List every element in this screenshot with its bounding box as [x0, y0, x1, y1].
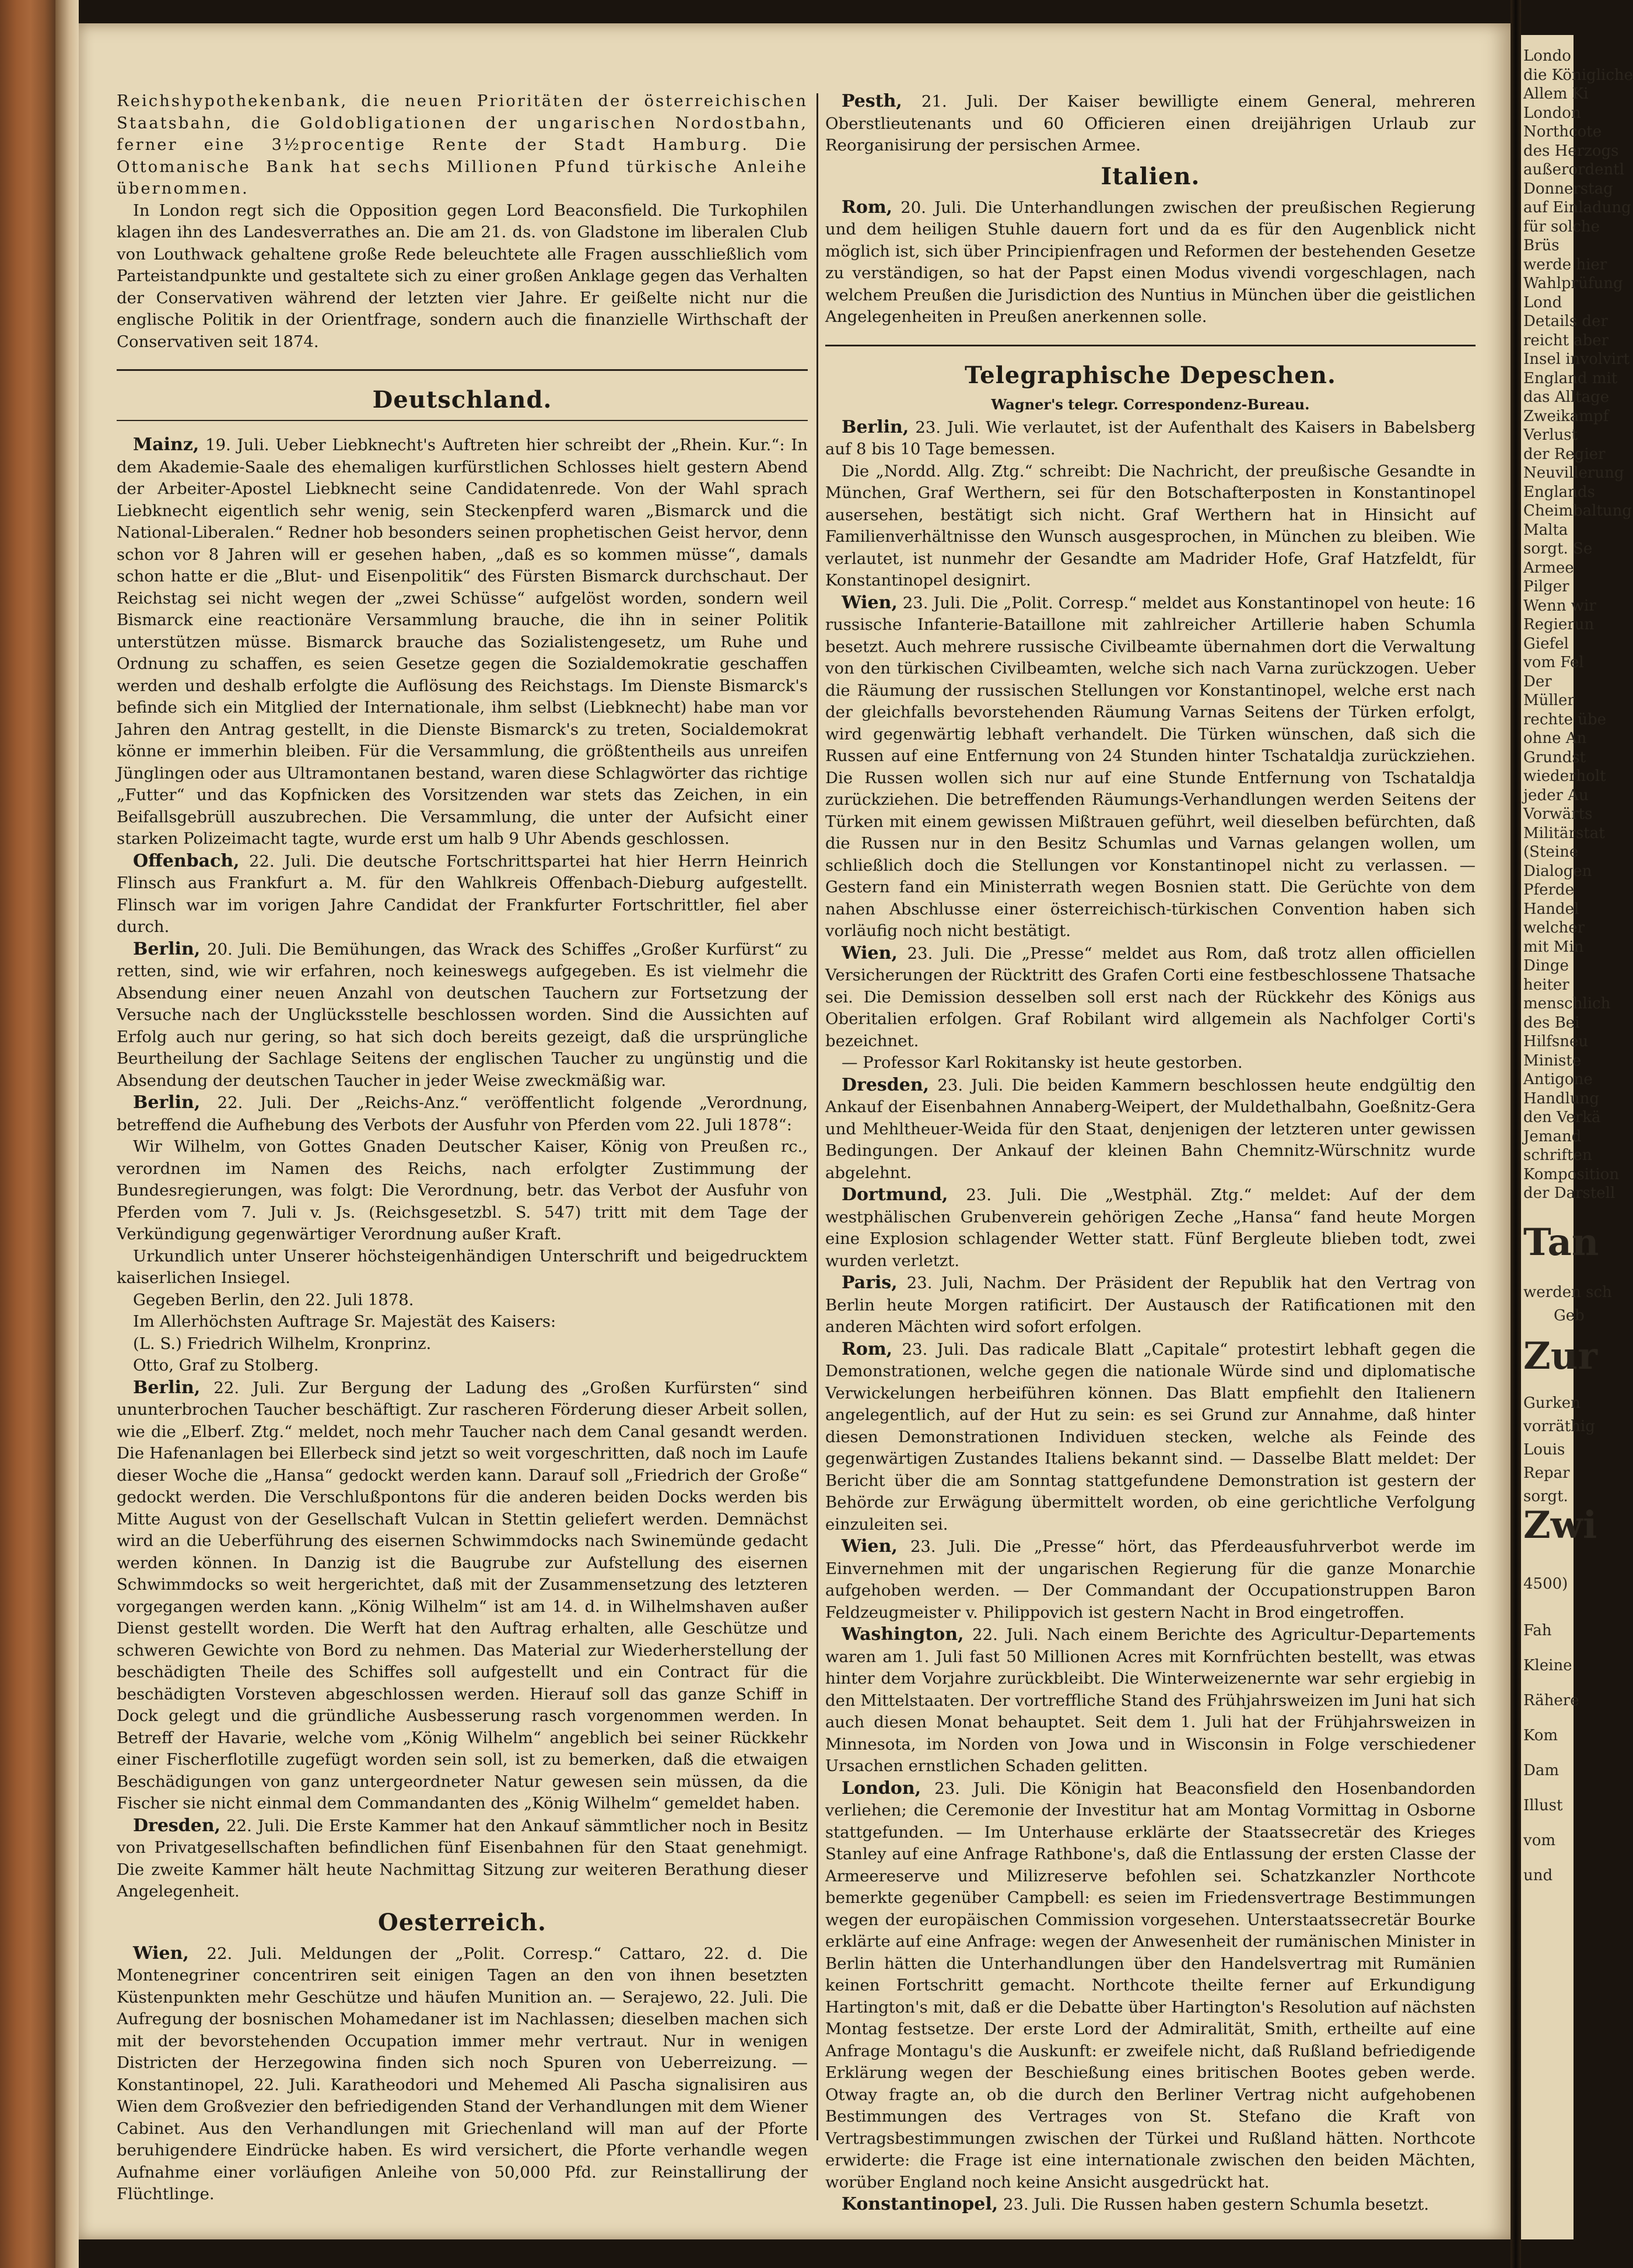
adjacent-text-line: Der: [1523, 672, 1552, 690]
adjacent-text-line: reicht aber: [1523, 331, 1609, 349]
adjacent-text-line: der Regier: [1523, 445, 1606, 463]
adjacent-text-line: schriften: [1523, 1147, 1592, 1164]
telegram-rom: Rom, 23. Juli. Das radicale Blatt „Capitale“ protestirt lebhaft gegen die Demonstrationen, welche gegen die nationale Würde sind und diplomatische Verwickelungen herbeiführen können. Das Blatt empfiehlt den Italienern angelegentlich, auf der Hut zu sein: es sei Grund zur Annahme, daß hinter diesen Demonstrationen Individuen stecken, welche als Feinde des gegenwärtigen Zustandes Italiens bekannt sind. — Dasselbe Blatt meldet: Der Bericht über die am Sonntag stattgefundene Demonstration ist gestern der Behörde zur Erwägung übermittelt worden, ob eine gerichtliche Verfolgung einzuleiten sei.: [825, 1338, 1476, 1534]
decree-text: Wir Wilhelm, von Gottes Gnaden Deutscher Kaiser, König von Preußen rc., verordnen im Namen des Reichs, nach erfolgter Zustimmung der Bundesregierungen, was folgt: Die Verordnung, betr. das Verbot der Ausfuhr von Pferden vom 7. Juli v. Js. (Reichsgesetzbl. S. 547) tritt mit dem Tage der Verkündigung gegenwärtiger Verordnung außer Kraft.: [117, 1137, 808, 1243]
telegram-paris: Paris, 23. Juli, Nachm. Der Präsident der Republik hat den Vertrag von Berlin heute Morgen ratificirt. Der Austausch der Ratificationen mit den anderen Mächten wird sofort erfolgen.: [825, 1273, 1476, 1336]
adjacent-text-line: Neuvillerung: [1523, 464, 1624, 482]
adjacent-text-line: außerordentl: [1523, 161, 1625, 178]
decree-signature-1: Im Allerhöchsten Auftrage Sr. Majestät des Kaisers:: [133, 1312, 556, 1331]
article-berlin-wreck: Berlin, 20. Juli. Die Bemühungen, das Wrack des Schiffes „Großer Kurfürst“ zu retten, sind, wie wir erfahren, noch keineswegs aufgegeben. Es ist vielmehr die Absendung einer neuen Anzahl von deutschen Tauchern zur Fortsetzung der Versuche nach der Unglücksstelle beschlossen worden. Sind die Aussichten auf Erfolg auch nur gering, so hat sich doch bereits gezeigt, daß die ursprüngliche Beurtheilung der Sachlage Seitens der englischen Taucher zu ungünstig und die Absendung der deutschen Taucher in jeder Weise zweckmäßig war.: [117, 938, 808, 1090]
adjacent-heading-3: Zwi: [1523, 1503, 1597, 1547]
book-binding: [0, 0, 55, 2268]
decree-date: Gegeben Berlin, den 22. Juli 1878.: [133, 1290, 414, 1309]
article-pesth: Pesth, 21. Juli. Der Kaiser bewilligte einem General, mehreren Oberstlieutenants und 60 Officieren einen dreijährigen Urlaub zur Reorganisirung der persischen Armee.: [825, 91, 1476, 155]
adjacent-text-line: die Königliche: [1523, 66, 1633, 84]
adjacent-text-line: Brüs: [1523, 237, 1560, 254]
adjacent-text-line: (Steine: [1523, 843, 1579, 861]
adjacent-text-line: vom: [1523, 1832, 1555, 1849]
adjacent-text-line: Dialogen: [1523, 862, 1592, 880]
telegram-berlin: Berlin, 23. Juli. Wie verlautet, ist der Aufenthalt des Kaisers in Babelsberg auf 8 bis 10 Tage bemessen.: [825, 416, 1476, 458]
adjacent-text-line: sorgt. Se: [1523, 540, 1593, 558]
adjacent-text-line: Louis: [1523, 1441, 1565, 1459]
adjacent-text-line: Jemand: [1523, 1127, 1582, 1145]
adjacent-heading-1: Tan: [1523, 1221, 1599, 1264]
adjacent-text-line: Gurken: [1523, 1394, 1581, 1412]
adjacent-text-line: Ministe: [1523, 1051, 1582, 1070]
decree-signature-2: (L. S.) Friedrich Wilhelm, Kronprinz.: [133, 1334, 432, 1353]
adjacent-text-line: Malta: [1523, 521, 1568, 539]
adjacent-text-line: Handlung: [1523, 1089, 1600, 1107]
telegram-dortmund: Dortmund, 23. Juli. Die „Westphäl. Ztg.“ meldet: Auf der dem westphälischen Grubenverein gehörigen Zeche „Hansa“ fand heute Morgen eine Explosion schlagender Wetter statt. Fünf Bergleute blieben todt, zwei wurden verletzt.: [825, 1184, 1476, 1270]
left-column: [117, 90, 808, 2206]
adjacent-text-line: das Alltage: [1523, 388, 1610, 406]
adjacent-text: werden sch: [1523, 1284, 1612, 1301]
adjacent-text-line: Northcote: [1523, 123, 1602, 141]
adjacent-text-line: Zweikampf: [1523, 407, 1609, 425]
adjacent-text-line: Cheimbaltung: [1523, 502, 1632, 520]
adjacent-text-line: vorräthig: [1523, 1418, 1595, 1435]
telegram-rokitansky: — Professor Karl Rokitansky ist heute gestorben.: [842, 1053, 1243, 1072]
adjacent-text-line: rechte übe: [1523, 710, 1606, 728]
adjacent-text-line: jeder Au: [1523, 786, 1589, 804]
adjacent-text-line: Details der: [1523, 313, 1608, 330]
telegram-wien-3: Wien, 23. Juli. Die „Presse“ hört, das Pferdeausfuhrverbot werde im Einvernehmen mit der ungarischen Regierung für die ganze Monarchie aufgehoben werden. — Der Commandant der Occupationstruppen Baron Feldzeugmeister v. Philippovich ist gestern Nacht in Brod eingetroffen.: [825, 1536, 1476, 1622]
adjacent-text-line: für solche: [1523, 218, 1600, 236]
adjacent-text: Geb: [1554, 1307, 1585, 1324]
telegraph-subheading: Wagner's telegr. Correspondenz-Bureau.: [991, 395, 1310, 413]
adjacent-text-line: und: [1523, 1867, 1553, 1884]
adjacent-text-line: Rähere: [1523, 1692, 1579, 1709]
adjacent-text-line: Vorwärts: [1523, 805, 1593, 823]
adjacent-text-line: ohne An: [1523, 730, 1587, 747]
adjacent-text-line: Englands: [1523, 483, 1595, 501]
adjacent-text-line: des Herzogs: [1523, 142, 1619, 160]
adjacent-text-line: Dam: [1523, 1762, 1560, 1779]
section-heading-deutschland: Deutschland.: [372, 386, 552, 413]
article-dresden: Dresden, 22. Juli. Die Erste Kammer hat den Ankauf sämmtlicher noch in Besitz von Privatgesellschaften befindlichen fünf Eisenbahnen für den Staat genehmigt. Die zweite Kammer hält heute Nachmittag Sitzung zur weiteren Berathung dieser Angelegenheit.: [117, 1815, 808, 1901]
intro-paragraph-1: Reichshypothekenbank, die neuen Prioritäten der österreichischen Staatsbahn, die Goldobligationen der ungarischen Nordostbahn, ferner eine 3½procentige Rente der Stadt Hamburg. Die Ottomanische Bank hat sechs Millionen Pfund türkische Anleihe übernommen.: [117, 92, 808, 198]
adjacent-text-line: Londo: [1523, 47, 1571, 65]
adjacent-text-line: Kom: [1523, 1727, 1558, 1744]
adjacent-text-line: Hilfsneu: [1523, 1033, 1589, 1050]
adjacent-text-line: den Verkä: [1523, 1109, 1601, 1126]
adjacent-text-line: Pferde: [1523, 881, 1574, 899]
adjacent-text-line: Giefel: [1523, 635, 1569, 653]
article-berlin-ship: Berlin, 22. Juli. Zur Bergung der Ladung des „Großen Kurfürsten“ sind ununterbrochen Taucher beschäftigt. Zur rascheren Förderung dieser Arbeit sollen, wie die „Elberf. Ztg.“ meldet, noch mehr Taucher nach dem Canal gesandt werden. Die Hafenanlagen bei Ellerbeck sind jetzt so weit vorgeschritten, daß noch im Laufe dieser Woche die „Hansa“ gedockt werden kann. Darauf soll „Friedrich der Große“ gedockt werden. Die Verschlußpontons für die anderen beiden Docks werden bis Mitte August von der Gesellschaft Vulcan in Stettin geliefert werden. Demnächst wird an die Ueberführung des eisernen Schwimmdocks nach Swinemünde gedacht werden können. In Danzig ist die Baugrube zur Aufstellung des eisernen Schwimmdocks so weit hergerichtet, daß mit der Zusammensetzung des letzteren vorgegangen werden kann. „König Wilhelm“ ist am 14. d. in Wilhelmshaven außer Dienst gestellt worden. Die Werft hat den Auftrag erhalten, alle Geschütze und schweren Gewichte von Bord zu nehmen. Das Material zur Wiederherstellung der beschädigten Theile des Schiffes soll aufgestellt und ein Contract für die beschädigten Vorsteven abgeschlossen werden. Hierauf soll das ganze Schiff in Dock gelegt und die gründliche Ausbesserung rasch vorgenommen werden. In Betreff der Havarie, welche vom „König Wilhelm“ angeblich bei seiner Rückkehr einer Fischerflotille zugefügt worden sein soll, ist zu bemerken, daß die etwaigen Beschädigungen von ganz untergeordneter Natur gewesen sein müssen, da die Fischer sie nicht einmal dem Commandanten des „König Wilhelm“ gemeldet haben.: [117, 1377, 808, 1813]
adjacent-text-line: Armee: [1523, 559, 1574, 577]
adjacent-text-line: Illust: [1523, 1797, 1563, 1814]
adjacent-text-line: Militärstat: [1523, 824, 1605, 842]
adjacent-text: 4500): [1523, 1575, 1568, 1593]
article-mainz: Mainz, 19. Juli. Ueber Liebknecht's Auftreten hier schreibt der „Rhein. Kur.“: In dem Akademie-Saale des ehemaligen kurfürstlichen Schlosses hielt gestern Abend der Arbeiter-Apostel Liebknecht seine Candidatenrede. Von der Wahl sprach Liebknecht eigentlich sehr wenig, sein Steckenpferd waren „Bismarck und die National-Liberalen.“ Redner hob besonders seinen prophetischen Geist hervor, denn schon vor 8 Jahren will er gesehen haben, „daß es so kommen müsse“, damals schon hatte er die „Blut- und Eisenpolitik“ des Fürsten Bismarck durchschaut. Der Reichstag sei nicht wegen der „zwei Schüsse“ aufgelöst worden, sondern weil Bismarck eine reactionäre Versammlung brauche, die ihn in seiner Politik unterstützen müsse. Bismarck brauche das Sozialistengesetz, um Ruhe und Ordnung zu schaffen, es seien Gesetze gegen die Sozialdemokratie geschaffen werden und deshalb erfolgte die Auflösung des Reichstags. Im Dienste Bismarck's befinde sich ein Mitglied der Internationale, ihm selbst (Liebknecht) habe man vor Jahren den Antrag gestellt, in die Dienste Bismarck's zu treten, Socialdemokrat könne er immerhin bleiben. Für die Versammlung, die größtentheils aus unreifen Jünglingen oder aus Ultramontanen bestand, waren diese Schlagwörter das richtige „Futter“ und das Kopfnicken des Vorsitzenden war stets das Zeichen, in ein Beifallsgebrüll auszubrechen. Die Versammlung, die unter der Aufsicht einer starken Polizeimacht tagte, wurde erst um halb 9 Uhr Abends geschlossen.: [117, 434, 808, 848]
adjacent-text-line: mit Min: [1523, 938, 1584, 956]
adjacent-text-line: Komposition: [1523, 1165, 1620, 1183]
adjacent-text-line: England mit: [1523, 369, 1618, 387]
adjacent-text-line: sorgt.: [1523, 1488, 1568, 1505]
decree-signature-3: Otto, Graf zu Stolberg.: [133, 1356, 319, 1375]
adjacent-text-line: Antigone: [1523, 1071, 1593, 1088]
adjacent-text-line: heiter: [1523, 976, 1569, 994]
section-heading-telegraph: Telegraphische Depeschen.: [965, 361, 1336, 389]
page-edge: [55, 0, 79, 2268]
telegram-washington: Washington, 22. Juli. Nach einem Berichte des Agricultur-Departements waren am 1. Juli fast 50 Millionen Acres mit Kornfrüchten bestellt, was etwas hinter dem Vorjahre zurückbleibt. Die Winterweizenernte war sehr ergiebig in den Mittelstaaten. Der vortreffliche Stand des Frühjahrsweizen im Juni hat sich auch diesen Monat behauptet. Seit dem 1. Juli hat der Frühjahrsweizen in Minnesota, im Norden von Jowa und in Wisconsin in Folge verschiedener Ursachen ernstlichen Schaden gelitten.: [825, 1624, 1476, 1775]
section-heading-italien: Italien.: [1101, 162, 1200, 190]
adjacent-text-line: Donnerstag: [1523, 180, 1613, 198]
column-divider: [816, 93, 818, 2140]
adjacent-text-line: Wahlprüfung: [1523, 275, 1623, 292]
telegram-konstantinopel: Konstantinopel, 23. Juli. Die Russen haben gestern Schumla besetzt.: [842, 2194, 1429, 2214]
adjacent-text-line: Allem Ki: [1523, 85, 1589, 103]
adjacent-text-line: Regierun: [1523, 616, 1595, 633]
adjacent-text-line: Kleine: [1523, 1657, 1572, 1674]
telegram-dresden: Dresden, 23. Juli. Die beiden Kammern beschlossen heute endgültig den Ankauf der Eisenbahnen Annaberg-Weipert, der Muldethalbahn, Goeßnitz-Gera und Mehltheuer-Weida für den Staat, denjenigen der letzteren unter gewissen Bedingungen. Der Ankauf der kleinen Bahn Chemnitz-Würschnitz wurde abgelehnt.: [825, 1074, 1476, 1182]
heading-rule: [117, 420, 808, 421]
telegram-london: London, 23. Juli. Die Königin hat Beaconsfield den Hosenbandorden verliehen; die Ceremonie der Investitur hat am Montag Vormittag in Osborne stattgefunden. — Im Unterhause erklärte der Staatssecretär des Krieges Stanley auf eine Anfrage Rathbone's, daß die Entlassung der ersten Classe der Armeereserve und Milizreserve befohlen sei. Schatzkanzler Northcote bemerkte gegenüber Campbell: es seien im Friedensvertrage Bestimmungen wegen der europäischen Commission vorgesehen. Unterstaatssecretär Bourke erklärte auf eine Anfrage: wegen der Anwesenheit der rumänischen Minister in Berlin hätten die Unterhandlungen über den Handelsvertrag mit Rumänien keinen Fortschritt gemacht. Northcote theilte ferner auf Erkundigung Hartington's mit, daß er die Debatte über Hartington's Resolution auf nächsten Montag festsetze. Der erste Lord der Admiralität, Smith, ertheilte auf eine Anfrage Montagu's die Auskunft: er zweifele nicht, daß Rußland befriedigende Erklärung wegen der Beschießung eines britischen Bootes geben werde. Otway fragte an, ob die durch den Berliner Vertrag nicht aufgehobenen Bestimmungen des Vertrages von St. Stefano die Kraft von Vertragsbestimmungen zwischen der Türkei und Rußland hätten. Northcote erwiderte: die Frage ist eine internationale zwischen den beiden Mächten, worüber England noch keine Ansicht ausgedrückt hat.: [825, 1778, 1476, 2192]
adjacent-page-fragment: [1521, 35, 1633, 2239]
article-berlin-decree: Berlin, 22. Juli. Der „Reichs-Anz.“ veröffentlicht folgende „Verordnung, betreffend die Aufhebung des Verbots der Ausfuhr von Pferden vom 22. Juli 1878“:: [117, 1092, 808, 1134]
adjacent-text-line: des Bei: [1523, 1014, 1580, 1032]
adjacent-text-line: menschlich: [1523, 995, 1611, 1012]
adjacent-text-line: der Darstell: [1523, 1184, 1616, 1202]
adjacent-text-line: Repar: [1523, 1464, 1570, 1482]
adjacent-text-line: Pilger: [1523, 578, 1569, 595]
adjacent-text-line: Lond: [1523, 293, 1562, 311]
article-wien: Wien, 22. Juli. Meldungen der „Polit. Corresp.“ Cattaro, 22. d. Die Montenegriner concentriren seit einigen Tagen an den von ihnen besetzten Küstenpunkten mehr Geschütze und häufen Munition an. — Serajewo, 22. Juli. Die Aufregung der bosnischen Mohamedaner ist im Nachlassen; dieselben machen sich mit der bevorstehenden Occupation immer mehr vertraut. Nur in wenigen Districten der Herzegowina finden sich noch Spuren von Ueberreizung. — Konstantinopel, 22. Juli. Karatheodori und Mehemed Ali Pascha signalisiren aus Wien dem Großvezier den befriedigenden Stand der Verhandlungen mit dem Wiener Cabinet. Aus den Verhandlungen mit Griechenland will man auf der Pforte beruhigendere Eindrücke haben. Es wird versichert, die Pforte verhandle wegen Aufnahme einer vorläufigen Anleihe von 50,000 Pfd. zur Reinstallirung der Flüchtlinge.: [117, 1943, 808, 2203]
adjacent-text-line: Grundst: [1523, 748, 1586, 766]
intro-paragraph-2: In London regt sich die Opposition gegen Lord Beaconsfield. Die Turkophilen klagen ihn des Landesverrathes an. Die am 21. ds. von Gladstone im liberalen Club von Louthwack gehaltene große Rede beleuchtete alle Fragen ausschließlich vom Parteistandpunkte und gestaltete sich zu einer großen Anklage gegen das Verhalten der Conservativen während der letzten vier Jahre. Er geißelte nicht nur die englische Politik in der Orientfrage, sondern auch die finanzielle Wirthschaft der Conservativen seit 1874.: [117, 201, 808, 351]
section-heading-oesterreich: Oesterreich.: [378, 1908, 546, 1936]
adjacent-text-line: vom Fel: [1523, 654, 1584, 671]
adjacent-text-line: Müller: [1523, 692, 1575, 709]
telegram-nordd: Die „Nordd. Allg. Ztg.“ schreibt: Die Nachricht, der preußische Gesandte in München, Graf Werthern, sei für den Botschafterposten in Konstantinopel ausersehen, bestätigt sich nicht. Graf Werthern hat in Hinsicht auf Familienverhältnisse den Wunsch ausgesprochen, in München zu bleiben. Wie verlautet, ist nunmehr der Gesandte am Madrider Hofe, Graf Hatzfeldt, für Konstantinopel designirt.: [825, 461, 1476, 590]
page-gutter: [1511, 0, 1521, 2268]
adjacent-text-line: Wenn wir: [1523, 597, 1596, 615]
decree-seal: Urkundlich unter Unserer höchsteigenhändigen Unterschrift und beigedrucktem kaiserlichen Insiegel.: [117, 1246, 808, 1287]
adjacent-text-line: auf Einladung: [1523, 199, 1631, 216]
article-offenbach: Offenbach, 22. Juli. Die deutsche Fortschrittspartei hat hier Herrn Heinrich Flinsch aus Frankfurt a. M. für den Wahlkreis Offenbach-Dieburg aufgestellt. Flinsch war im vorigen Jahre Candidat der Frankfurter Fortschrittler, fiel aber durch.: [117, 850, 808, 936]
section-rule: [825, 345, 1476, 346]
adjacent-text-line: Handel: [1523, 900, 1579, 918]
right-column: [825, 90, 1476, 2216]
telegram-wien-1: Wien, 23. Juli. Die „Polit. Corresp.“ meldet aus Konstantinopel von heute: 16 russische Infanterie-Bataillone mit zahlreicher Artillerie haben Schumla besetzt. Auch mehrere russische Civilbeamte übernahmen dort die Verwaltung von den türkischen Civilbeamten, welche sich nach Varna zurückzogen. Ueber die Räumung der russischen Stellungen vor Konstantinopel, welche erst nach der gleichfalls bevorstehenden Räumung Varnas Seitens der Türken erfolgt, wird gegenwärtig lebhaft verhandelt. Die Türken wünschen, daß sich die Russen auf eine Entfernung von 24 Stunden hinter Tschataldja zurückziehen. Die Russen wollen sich nur auf eine Stunde Entfernung von Tschataldja zurückziehen. Die betreffenden Räumungs-Verhandlungen werden Seitens der Türken mit einem gewissen Mißtrauen geführt, weil dieselben befürchten, daß die Russen nur in den Besitz Schumlas und Varnas gelangen wollen, um schließlich doch die Stellungen vor Konstantinopel nicht zu verlassen. — Gestern fand ein Ministerrath wegen Bosnien statt. Die Gerüchte von dem nahen Abschlusse einer österreichisch-türkischen Convention haben sich vorläufig noch nicht bestätigt.: [825, 592, 1476, 940]
adjacent-text-line: Fah: [1523, 1622, 1552, 1639]
adjacent-text-line: Verlust: [1523, 426, 1578, 444]
adjacent-text-line: Dinge: [1523, 957, 1569, 974]
telegram-wien-2: Wien, 23. Juli. Die „Presse“ meldet aus Rom, daß trotz allen officiellen Versicherungen der Rücktritt des Grafen Corti eine festbeschlossene Thatsache sei. Die Demission desselben soll erst nach der Rückkehr des Königs aus Oberitalien erfolgen. Graf Robilant wird allgemein als Nachfolger Corti's bezeichnet.: [825, 942, 1476, 1050]
adjacent-text-line: welcher: [1523, 919, 1585, 937]
adjacent-text-line: Insel involvirt: [1523, 350, 1630, 368]
adjacent-text-line: werde hier: [1523, 255, 1607, 274]
adjacent-text-line: wiederholt: [1523, 767, 1606, 785]
article-rom: Rom, 20. Juli. Die Unterhandlungen zwischen der preußischen Regierung und dem heiligen Stuhle dauern fort und da es für den Augenblick nicht möglich ist, sich über Principienfragen und Reformen der bestehenden Gesetze zu verständigen, so hat der Papst einen Modus vivendi vorgeschlagen, nach welchem Preußen die Jurisdiction des Nuntius in München über die geistlichen Angelegenheiten in Preußen anerkennen solle.: [825, 197, 1476, 326]
adjacent-text-line: London: [1523, 104, 1581, 122]
section-rule: [117, 369, 808, 371]
adjacent-heading-2: Zur: [1523, 1334, 1597, 1378]
